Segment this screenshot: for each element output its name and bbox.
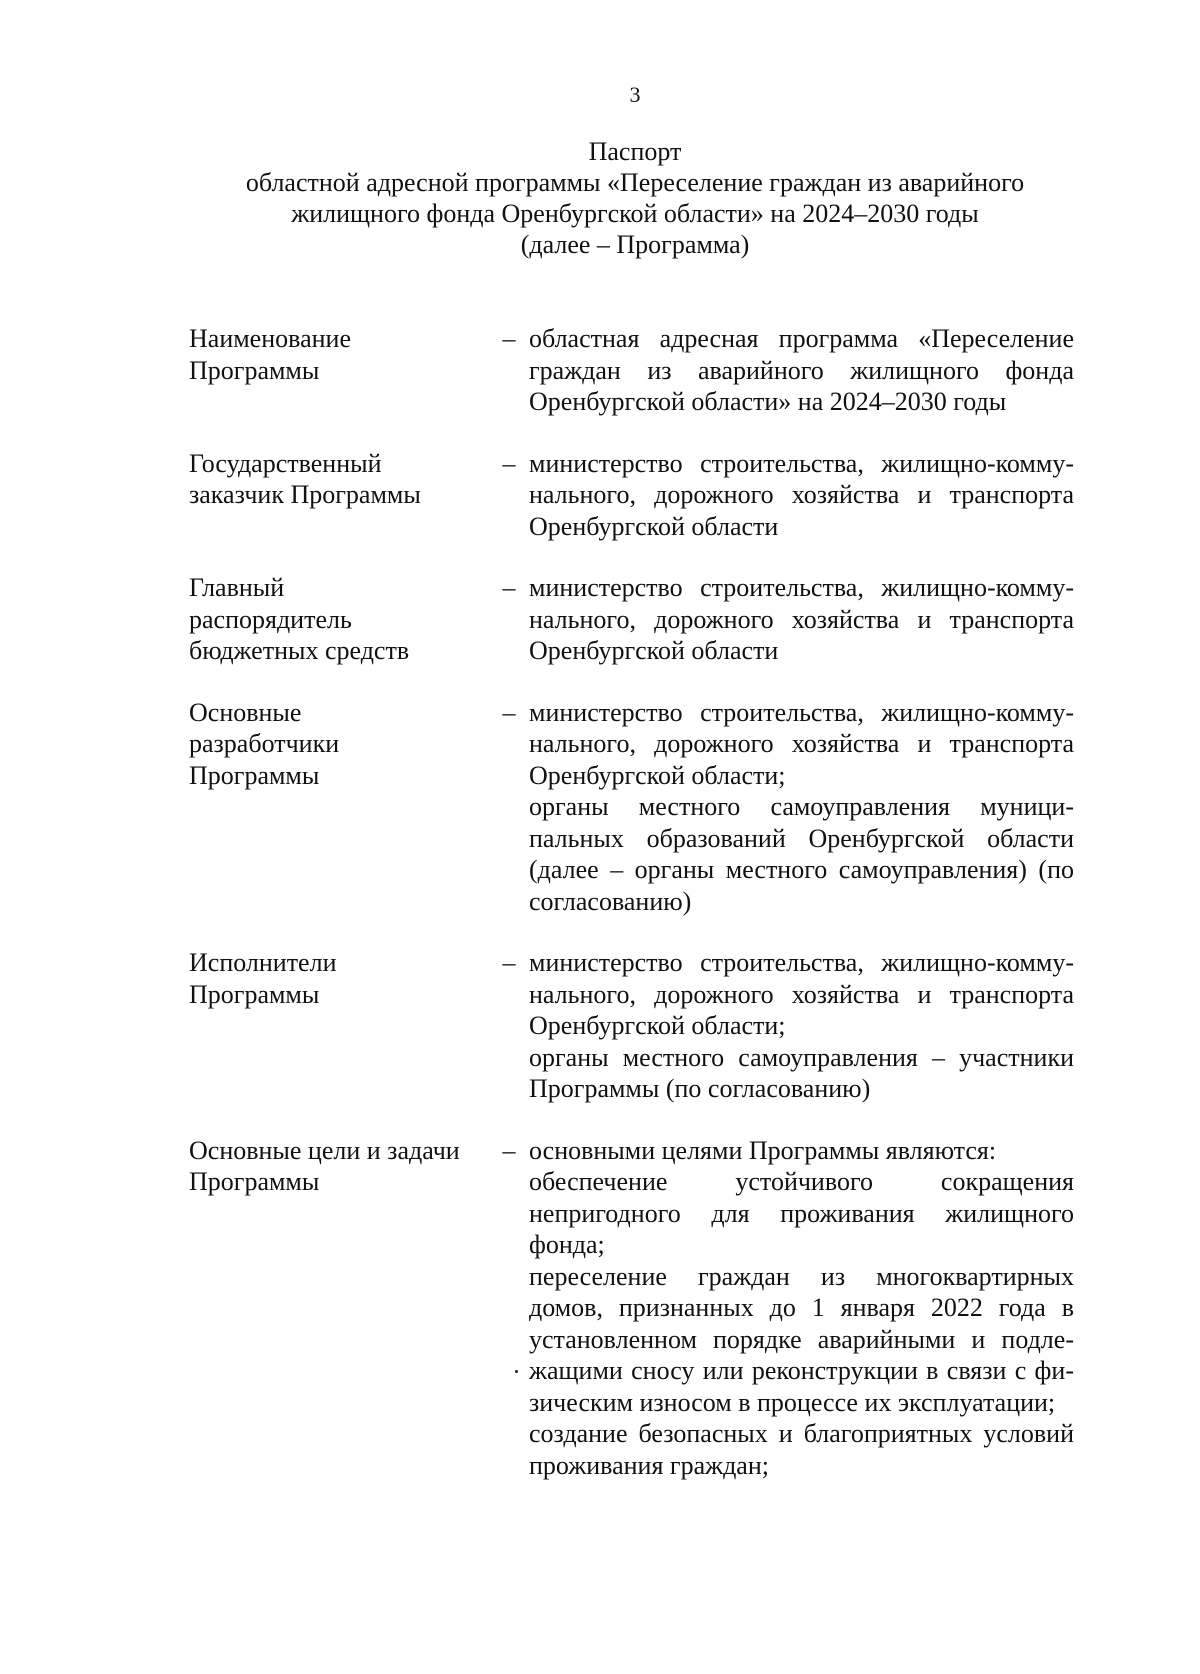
label-line: Главный [189, 573, 285, 602]
row-dash: – [502, 324, 516, 353]
content-paragraph: переселение граждан из многоквартирных домов, признанных до 1 января 2022 года в установленном порядке аварийными и подлежащими сносу или реконструкции в связи с физическим износом в процессе их эксплуатации; [529, 1261, 1074, 1417]
label-line: разработчики [189, 729, 340, 758]
content-paragraph: органы местного самоуправления – участники Программы (по согласованию) [529, 1042, 1074, 1103]
scan-speck [515, 1370, 518, 1373]
passport-table [189, 323, 1099, 1481]
content-paragraph: обеспечение устойчивого сокращения непригодного для проживания жилищного фонда; [529, 1167, 1074, 1259]
passport-row-developers [189, 697, 1099, 918]
content-paragraph: министерство строительства, жилищно-коммунального, дорожного хозяйства и транспорта Оренбургской области [529, 448, 1074, 541]
label-line: Государственный [189, 448, 382, 478]
title-line-1: Паспорт [588, 137, 682, 166]
row-content [529, 697, 1074, 918]
row-label [189, 572, 489, 667]
row-label [189, 947, 489, 1010]
label-line: Программы [189, 355, 320, 385]
label-line: Наименование [189, 324, 351, 353]
content-paragraph: министерство строительства, жилищно-коммунального, дорожного хозяйства и транспорта Оренбургской области; [529, 948, 1074, 1040]
label-line: Основные цели и задачи [189, 1135, 460, 1165]
label-line: Основные [189, 697, 302, 727]
row-content [529, 947, 1074, 1105]
title-line-4: (далее – Программа) [520, 230, 750, 259]
passport-row-budget-manager [189, 572, 1099, 667]
passport-row-executors [189, 947, 1099, 1105]
row-label [189, 697, 489, 792]
row-dash: – [502, 697, 516, 727]
content-paragraph: основными целями Программы являются: [529, 1135, 997, 1165]
content-paragraph: создание безопасных и благоприятных условий проживания граждан; [529, 1419, 1074, 1480]
row-content [529, 1135, 1074, 1482]
label-line: распорядитель [189, 604, 352, 634]
page-number: 3 [629, 82, 641, 107]
content-paragraph: министерство строительства, жилищно-коммунального, дорожного хозяйства и транспорта Оренбургской области; [529, 697, 1074, 790]
passport-row-customer [189, 448, 1099, 543]
label-line: бюджетных средств [189, 636, 410, 665]
title-line-3: жилищного фонда Оренбургской области» на 2024–2030 годы [291, 199, 979, 228]
content-paragraph: министерство строительства, жилищно-коммунального, дорожного хозяйства и транспорта Оренбургской области [529, 573, 1074, 665]
passport-row-name [189, 323, 1099, 418]
label-line: Программы [189, 760, 320, 790]
content-paragraph: областная адресная программа «Переселение граждан из аварийного жилищного фонда Оренбургской области» на 2024–2030 годы [529, 324, 1074, 416]
row-content [529, 448, 1074, 543]
passport-row-goals [189, 1135, 1099, 1482]
row-dash: – [502, 1135, 516, 1165]
document-title [0, 136, 1200, 260]
row-content [529, 572, 1074, 667]
label-line: Исполнители [189, 948, 337, 977]
row-dash: – [502, 573, 516, 602]
row-content [529, 323, 1074, 418]
label-line: Программы [189, 1167, 320, 1196]
content-paragraph: органы местного самоуправления муниципальных образований Оренбургской области (далее – органы местного самоуправления) (по согласованию) [529, 792, 1074, 916]
row-label [189, 1135, 489, 1198]
row-dash: – [502, 948, 516, 977]
label-line: заказчик Программы [189, 480, 421, 509]
row-dash: – [502, 448, 516, 478]
title-line-2: областной адресной программы «Переселение граждан из аварийного [245, 168, 1025, 197]
row-label [189, 323, 489, 386]
row-label [189, 448, 489, 511]
label-line: Программы [189, 979, 320, 1009]
